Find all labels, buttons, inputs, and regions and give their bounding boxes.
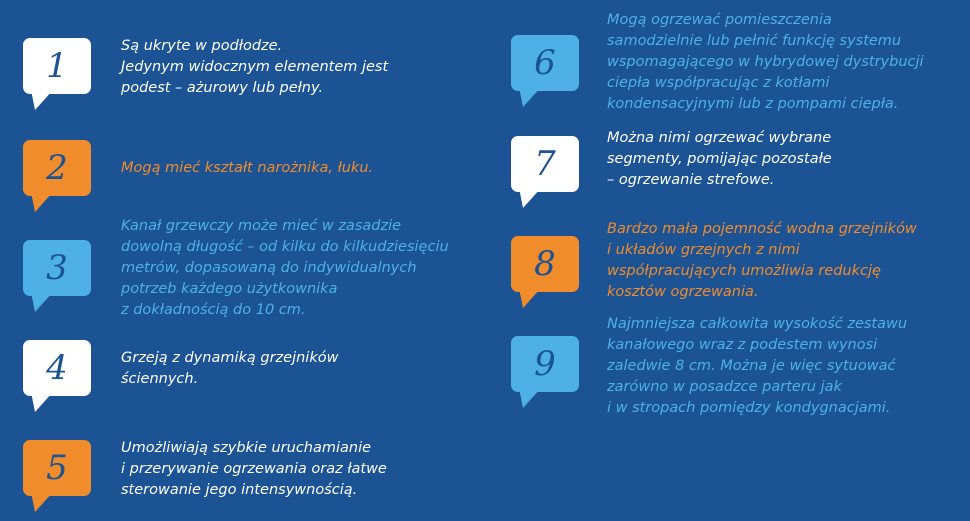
speech-bubble-icon [23,440,91,516]
item-text: Mogą ogrzewać pomieszczenia samodzielnie lub pełnić funkcję systemu wspomagającego w hybrydowej dystrybucji ciepła współpracując z kotłami kondensacyjnymi lub z pompami ciepła. [607,12,924,112]
item-number: 2 [46,148,68,188]
item-text: Grzeją z dynamiką grzejników ściennych. [121,350,339,387]
item-number: 5 [46,448,68,488]
speech-bubble-icon [511,35,579,111]
item-number: 3 [46,248,68,288]
item-text: Umożliwiają szybkie uruchamianie i przerywanie ogrzewania oraz łatwe sterowanie jego intensywnością. [121,440,387,498]
item-number: 7 [534,144,556,184]
speech-bubble-icon [23,340,91,416]
speech-bubble-icon [23,240,91,316]
speech-bubble-icon [511,336,579,412]
speech-bubble-icon [511,236,579,312]
item-number: 6 [534,43,556,83]
item-text: Bardzo mała pojemność wodna grzejników i układów grzejnych z nimi współpracujących umożliwia redukcję kosztów ogrzewania. [607,221,917,300]
item-text: Mogą mieć kształt narożnika, łuku. [121,160,374,176]
item-text: Kanał grzewczy może mieć w zasadzie dowolną długość – od kilku do kilkudziesięciu metrów, dopasowaną do indywidualnych potrzeb każdego użytkownika z dokładnością do 10 cm. [121,218,449,318]
item-text: Są ukryte w podłodze. Jedynym widocznym elementem jest podest – ażurowy lub pełny. [121,38,389,96]
item-text: Można nimi ogrzewać wybrane segmenty, pomijając pozostałe – ogrzewanie strefowe. [607,130,832,188]
item-number: 8 [534,244,556,284]
speech-bubble-icon [511,136,579,212]
item-text: Najmniejsza całkowita wysokość zestawu kanałowego wraz z podestem wynosi zaledwie 8 cm. Można je więc sytuować zarówno w posadzce parteru jak i w stropach pomiędzy kondygnacjami. [607,316,908,416]
speech-bubble-icon [23,140,91,216]
item-number: 9 [534,344,556,384]
item-number: 4 [46,348,68,388]
speech-bubble-icon [23,38,91,114]
item-number: 1 [46,46,68,86]
